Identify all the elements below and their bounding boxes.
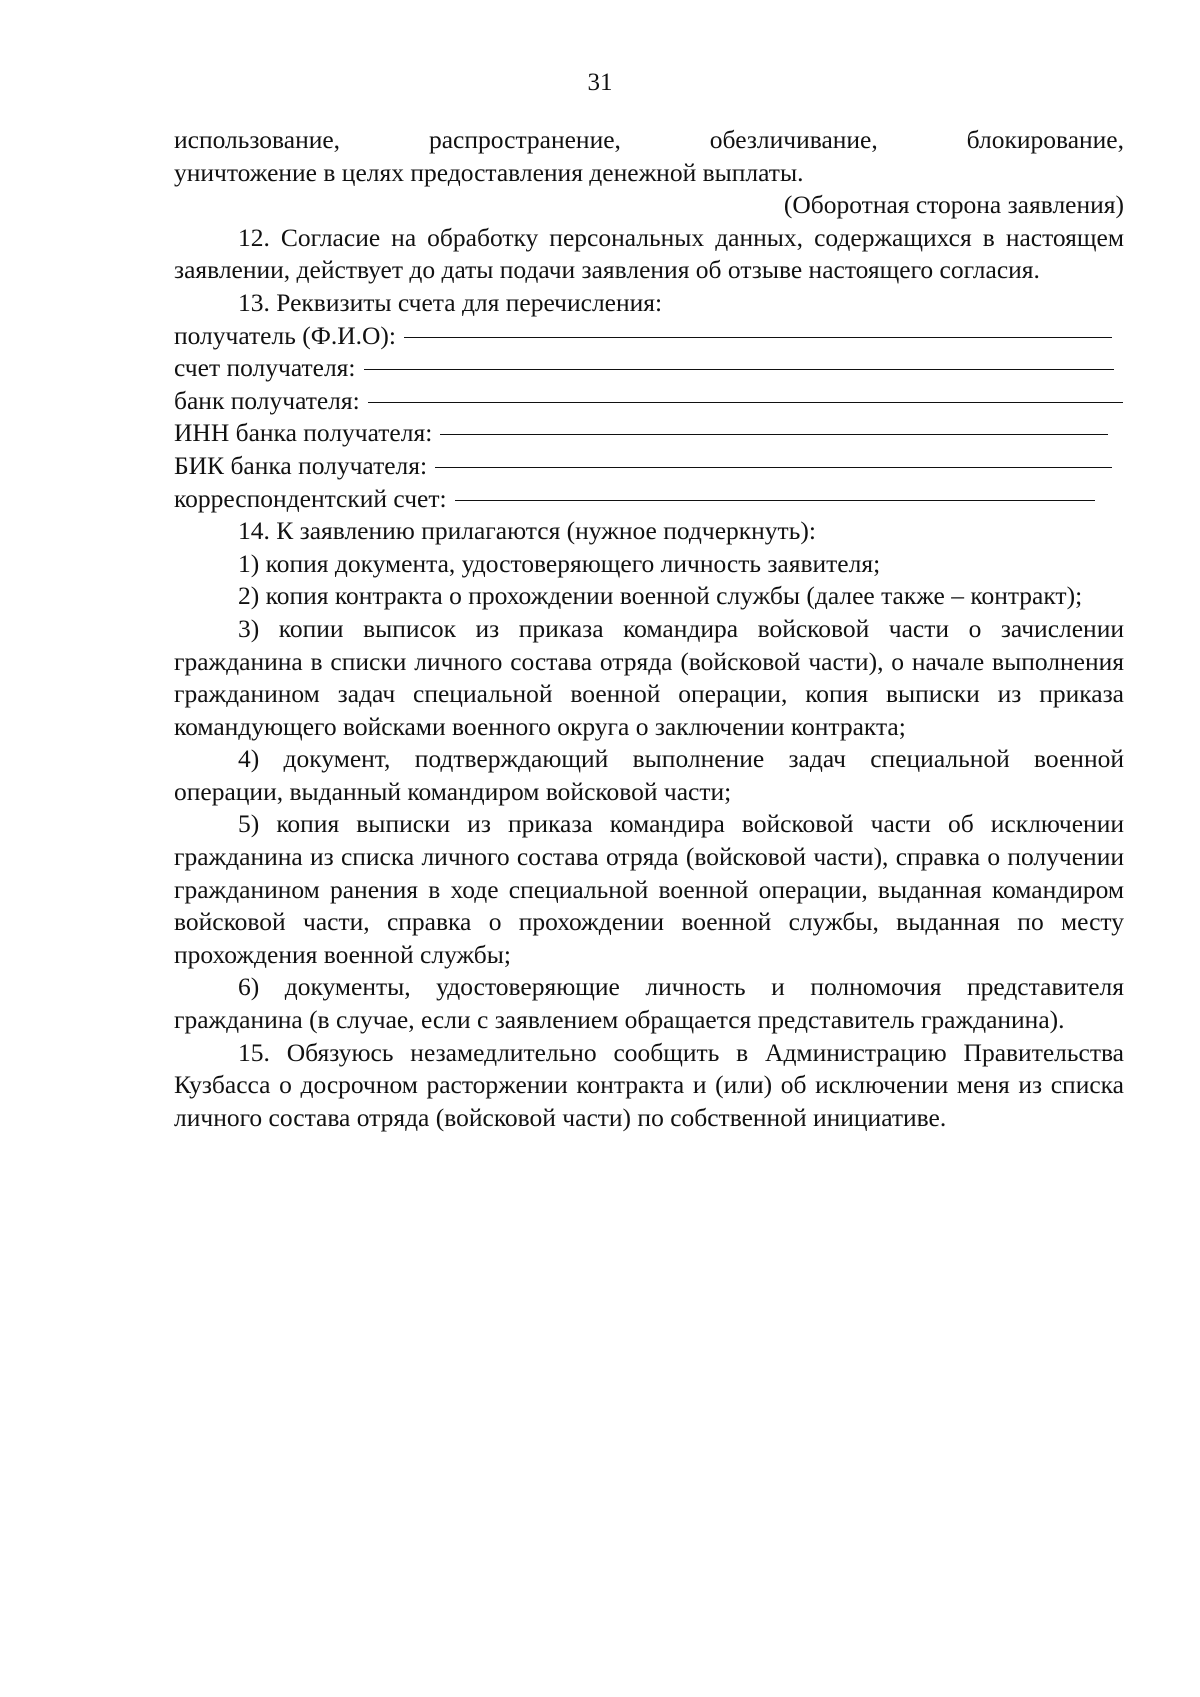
recipient-bank-label: банк получателя: [174, 385, 360, 415]
recipient-name-field[interactable] [404, 337, 1112, 338]
attachment-3: 3) копии выписок из приказа командира войсковой части о зачислении гражданина в списки личного состава отряда (войсковой части), о начале выполнения гражданином задач специальной военной операции, копия выписки из приказа командующего войсками военного округа о заключении контракта; [174, 613, 1124, 741]
page-number: 31 [587, 69, 613, 96]
attachment-6: 6) документы, удостоверяющие личность и полномочия представителя гражданина (в случае, если с заявлением обращается представитель гражданина). [174, 972, 1124, 1035]
recipient-bank-field[interactable] [368, 402, 1123, 403]
bank-bik-label: БИК банка получателя: [174, 450, 428, 480]
item-12-consent-period: 12. Согласие на обработку персональных данных, содержащихся в настоящем заявлении, действует до даты подачи заявления об отзыве настоящего согласия. [174, 222, 1124, 285]
attachment-5: 5) копия выписки из приказа командира войсковой части об исключении гражданина из списка личного состава отряда (войсковой части), справка о получении гражданином ранения в ходе специальной военной операции, выданная командиром войсковой части, справка о прохождении военной службы, выданная по месту прохождения военной службы; [174, 809, 1124, 969]
bank-bik-row [174, 450, 1124, 483]
recipient-account-label: счет получателя: [174, 353, 356, 383]
recipient-name-label: получатель (Ф.И.О): [174, 320, 397, 350]
bank-bik-field[interactable] [435, 467, 1112, 468]
recipient-account-field[interactable] [364, 369, 1114, 370]
reverse-side-note: (Оборотная сторона заявления) [783, 190, 1124, 220]
recipient-account-row [174, 352, 1124, 385]
intro-line-1: использование, распространение, обезличивание, блокирование, [174, 125, 1124, 154]
bank-inn-field[interactable] [440, 434, 1108, 435]
document-body [174, 124, 1124, 1134]
item-13-heading: 13. Реквизиты счета для перечисления: [238, 287, 663, 317]
item-14-heading: 14. К заявлению прилагаются (нужное подчеркнуть): [238, 516, 816, 546]
item-15-obligation: 15. Обязуюсь незамедлительно сообщить в Администрацию Правительства Кузбасса о досрочном расторжении контракта и (или) об исключении меня из списка личного состава отряда (войсковой части) по собственной инициативе. [174, 1037, 1124, 1132]
attachment-4: 4) документ, подтверждающий выполнение задач специальной военной операции, выданный командиром войсковой части; [174, 744, 1124, 806]
bank-inn-label: ИНН банка получателя: [174, 418, 433, 448]
correspondent-account-row [174, 483, 1124, 516]
recipient-bank-row [174, 385, 1124, 418]
attachment-1: 1) копия документа, удостоверяющего личность заявителя; [238, 548, 881, 578]
attachment-2: 2) копия контракта о прохождении военной службы (далее также – контракт); [238, 581, 1083, 611]
bank-inn-row [174, 417, 1124, 450]
recipient-name-row [174, 320, 1124, 353]
intro-line-2: уничтожение в целях предоставления денежной выплаты. [174, 157, 804, 187]
correspondent-account-field[interactable] [455, 500, 1095, 501]
correspondent-account-label: корреспондентский счет: [174, 483, 447, 513]
